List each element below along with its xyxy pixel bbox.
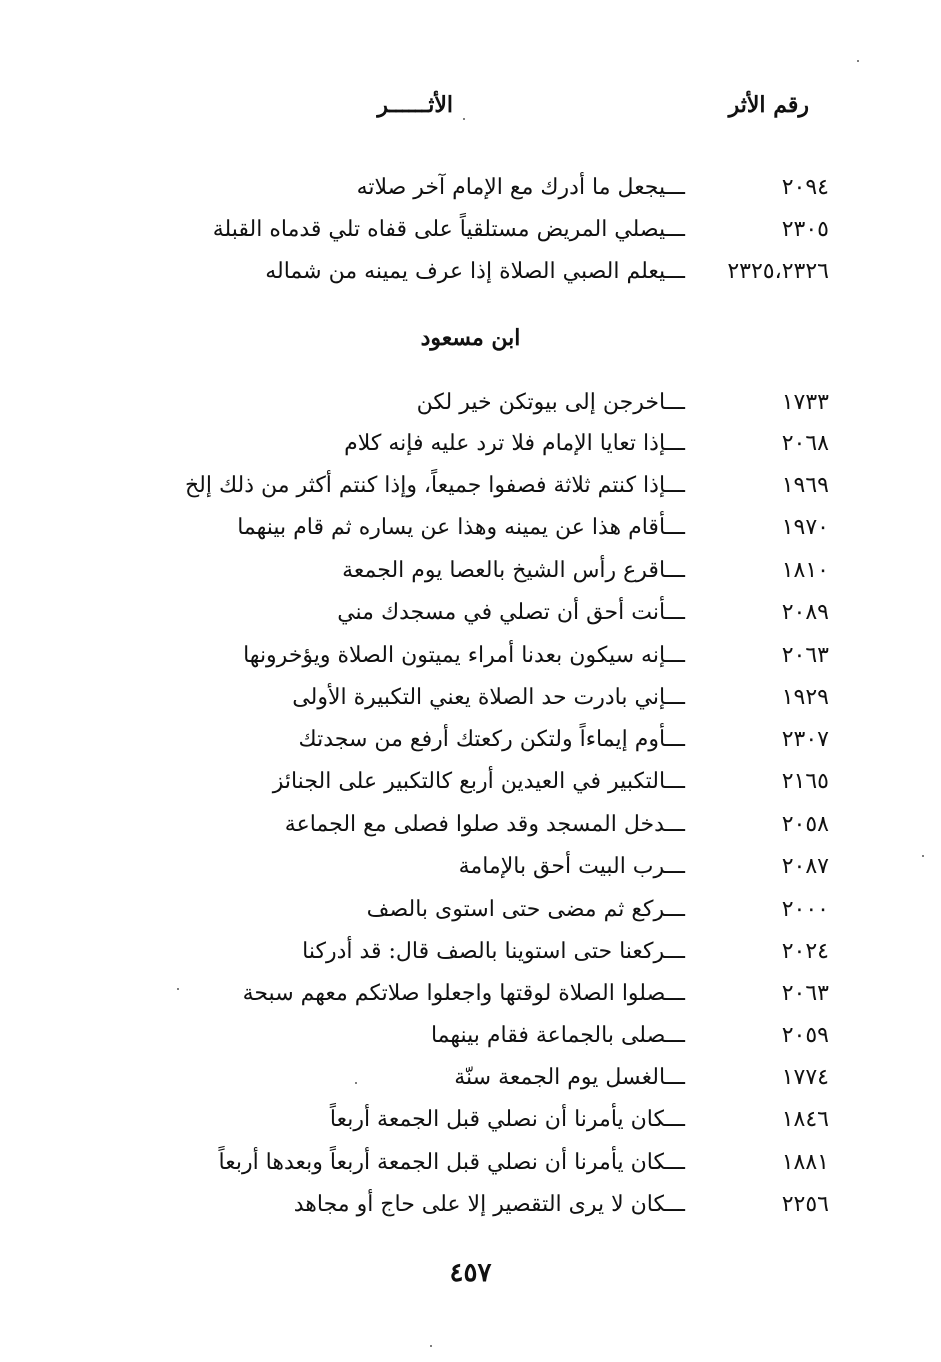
- athar-text: ـــ إذا كنتم ثلاثة فصفوا جميعاً، وإذا كنتم أكثر من ذلك إلخ: [185, 466, 685, 506]
- list-item: [0, 1100, 941, 1140]
- athar-number: ١٩٦٩: [781, 473, 829, 498]
- athar-text: ـــ أنت أحق أن تصلي في مسجدك مني: [337, 593, 685, 633]
- athar-text: ـــ أوم إيماءاً ولتكن ركعتك أرفع من سجدتك: [299, 720, 685, 760]
- list-item: [0, 1058, 941, 1098]
- list-item: [0, 636, 941, 676]
- athar-text: ـــ دخل المسجد وقد صلوا فصلى مع الجماعة: [285, 805, 685, 845]
- list-item: [0, 720, 941, 760]
- athar-number: ٢٠٦٣: [781, 981, 829, 1006]
- list-item: [0, 593, 941, 633]
- athar-number: ١٩٧٠: [781, 515, 829, 540]
- athar-text: ـــ يجعل ما أدرك مع الإمام آخر صلاته: [357, 168, 685, 208]
- athar-number: ٢٠٦٨: [781, 431, 829, 456]
- athar-number: ١٧٣٣: [781, 390, 829, 415]
- athar-number: ١٩٢٩: [781, 685, 829, 710]
- athar-text: ـــ كان يأمرنا أن نصلي قبل الجمعة أربعاً وبعدها أربعاً: [219, 1143, 686, 1183]
- list-item: [0, 168, 941, 208]
- athar-number: ٢٣٠٧: [781, 727, 829, 752]
- list-item: [0, 932, 941, 972]
- athar-text: ـــ كان يأمرنا أن نصلي قبل الجمعة أربعاً: [330, 1100, 685, 1140]
- athar-number: ٢٢٥٦: [781, 1192, 829, 1217]
- athar-text: ـــ ركعنا حتى استوينا بالصف قال: قد أدركنا: [302, 932, 685, 972]
- list-item: [0, 551, 941, 591]
- athar-number: ٢٠٦٣: [781, 643, 829, 668]
- athar-text: ـــ يعلم الصبي الصلاة إذا عرف يمينه من شماله: [265, 252, 685, 292]
- paper-speck: [463, 118, 465, 120]
- athar-number: ٢٠٥٩: [781, 1023, 829, 1048]
- athar-text: ـــ صلوا الصلاة لوقتها واجعلوا صلاتكم معهم سبحة: [243, 974, 685, 1014]
- list-item: [0, 1016, 941, 1056]
- list-item: [0, 762, 941, 802]
- paper-speck: [355, 1082, 357, 1084]
- section-title: ابن مسعود: [420, 325, 521, 351]
- list-item: [0, 974, 941, 1014]
- list-item: [0, 252, 941, 292]
- header-athar-label: الأثــــــر: [377, 92, 453, 118]
- athar-text: ـــ الغسل يوم الجمعة سنّة: [454, 1058, 685, 1098]
- athar-text: ـــ اخرجن إلى بيوتكن خير لكن: [417, 383, 685, 423]
- athar-number: ٢٠٢٤: [781, 939, 829, 964]
- list-item: [0, 678, 941, 718]
- paper-speck: [177, 988, 179, 990]
- athar-text: ـــ ركع ثم مضى حتى استوى بالصف: [367, 890, 685, 930]
- athar-number: ٢١٦٥: [781, 769, 829, 794]
- athar-text: ـــ أقام هذا عن يمينه وهذا عن يساره ثم قام بينهما: [237, 508, 685, 548]
- athar-text: ـــ إنه سيكون بعدنا أمراء يميتون الصلاة ويؤخرونها: [243, 636, 685, 676]
- athar-text: ـــ إذا تعايا الإمام فلا ترد عليه فإنه كلام: [344, 424, 685, 464]
- list-item: [0, 805, 941, 845]
- athar-number: ٢٣٠٥: [781, 217, 829, 242]
- athar-text: ـــ يصلي المريض مستلقياً على قفاه تلي قدماه القبلة: [213, 210, 685, 250]
- page-number: ٤٥٧: [449, 1258, 492, 1288]
- athar-number: ١٧٧٤: [781, 1065, 829, 1090]
- athar-number: ٢٠٠٠: [781, 897, 829, 922]
- list-item: [0, 1143, 941, 1183]
- paper-speck: [922, 855, 924, 857]
- paper-speck: [857, 60, 859, 62]
- athar-number: ١٨٨١: [781, 1150, 829, 1175]
- athar-text: ـــ كان لا يرى التقصير إلا على حاج أو مجاهد: [294, 1185, 685, 1225]
- athar-number: ٢٠٨٧: [781, 854, 829, 879]
- list-item: [0, 466, 941, 506]
- list-item: [0, 508, 941, 548]
- athar-text: ـــ إني بادرت حد الصلاة يعني التكبيرة الأولى: [292, 678, 685, 718]
- paper-speck: [430, 1345, 432, 1347]
- list-item: [0, 424, 941, 464]
- athar-number: ٢٣٢٥،٢٣٢٦: [727, 259, 829, 284]
- athar-number: ٢٠٨٩: [781, 600, 829, 625]
- athar-number: ١٨١٠: [781, 558, 829, 583]
- list-item: [0, 1185, 941, 1225]
- column-header: [0, 92, 941, 128]
- athar-number: ١٨٤٦: [781, 1107, 829, 1132]
- athar-number: ٢٠٩٤: [781, 175, 829, 200]
- list-item: [0, 383, 941, 423]
- list-item: [0, 890, 941, 930]
- header-number-label: رقم الأثر: [728, 92, 809, 118]
- athar-number: ٢٠٥٨: [781, 812, 829, 837]
- athar-text: ـــ صلى بالجماعة فقام بينهما: [431, 1016, 685, 1056]
- athar-text: ـــ اقرع رأس الشيخ بالعصا يوم الجمعة: [342, 551, 685, 591]
- athar-text: ـــ التكبير في العيدين أربع كالتكبير على الجنائز: [273, 762, 685, 802]
- athar-text: ـــ رب البيت أحق بالإمامة: [459, 847, 685, 887]
- list-item: [0, 210, 941, 250]
- list-item: [0, 847, 941, 887]
